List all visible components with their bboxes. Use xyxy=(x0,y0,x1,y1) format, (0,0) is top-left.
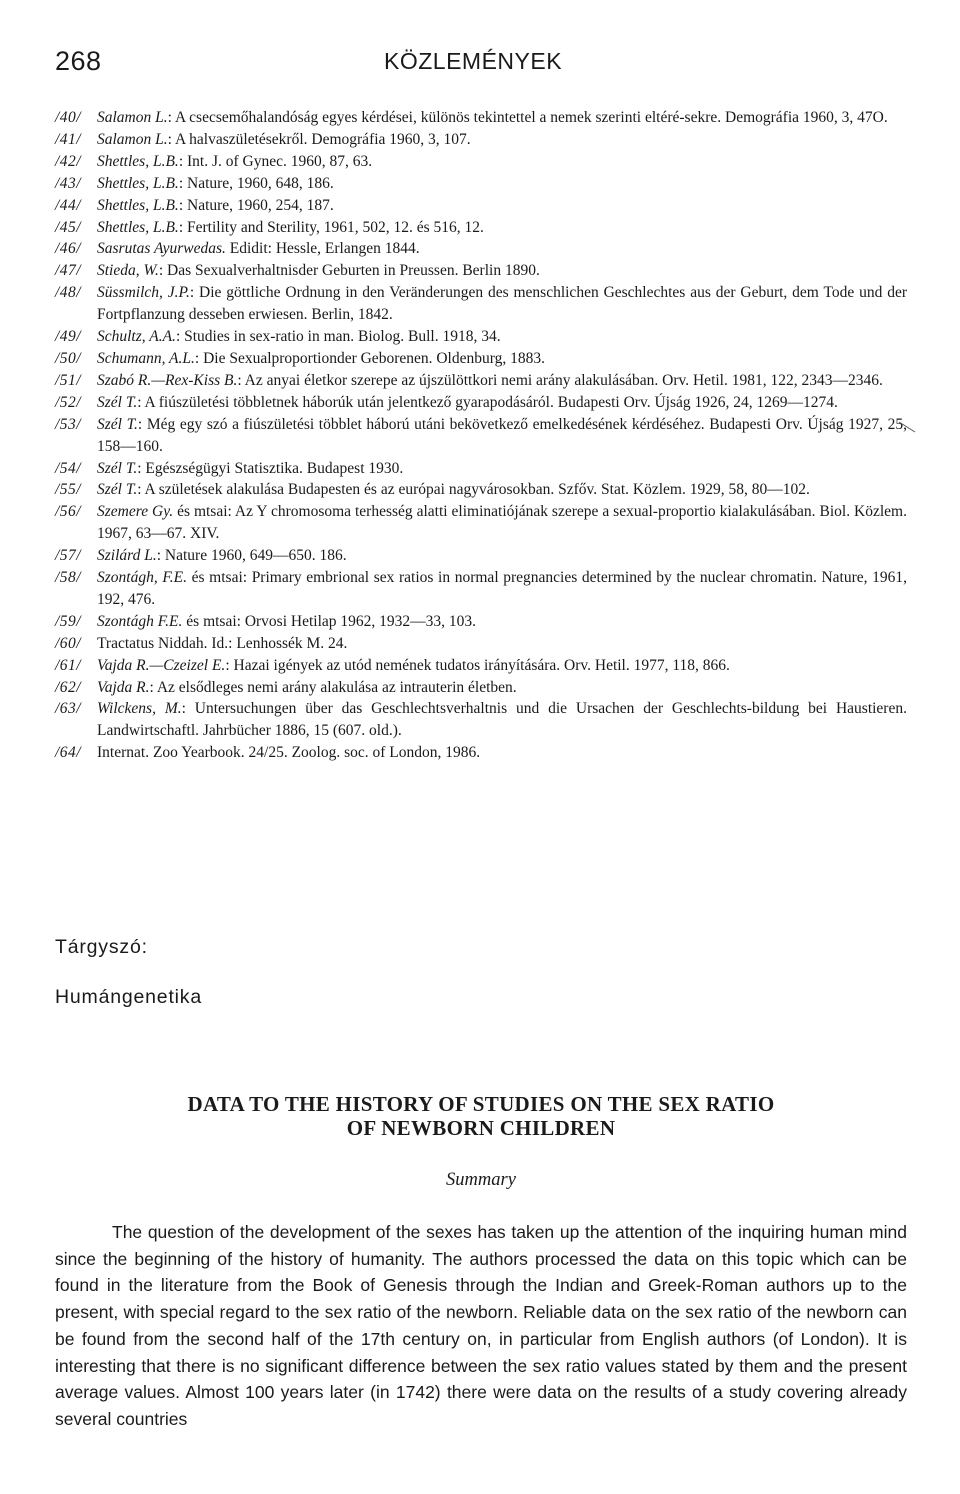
reference-author: Szabó R.—Rex-Kiss B. xyxy=(97,371,238,389)
reference-item xyxy=(55,151,907,173)
reference-text: : Die Sexualproportionder Geborenen. Oldenburg, 1883. xyxy=(194,349,545,367)
reference-number: /60/ xyxy=(55,634,82,652)
reference-number: /42/ xyxy=(55,152,82,170)
reference-number: /62/ xyxy=(55,678,82,696)
reference-text: : Nature, 1960, 254, 187. xyxy=(178,196,334,214)
reference-text: : Untersuchungen über das Geschlechtsverhaltnis und die Ursachen der Geschlechts-bildung bei Haustieren. Landwirtschaftl. Jahrbücher 1886, 15 (607. old.). xyxy=(97,700,907,740)
reference-item xyxy=(55,567,907,611)
reference-author: Vajda R.—Czeizel E. xyxy=(97,656,226,674)
reference-text: : Egészségügyi Statisztika. Budapest 1930. xyxy=(137,459,404,477)
reference-number: /53/ xyxy=(55,415,82,433)
reference-number: /45/ xyxy=(55,218,82,236)
reference-author: Shettles, L.B. xyxy=(97,174,179,192)
english-title-line: DATA TO THE HISTORY OF STUDIES ON THE SEX RATIO xyxy=(187,1092,775,1116)
reference-item xyxy=(55,260,907,282)
reference-author: Szél T. xyxy=(97,481,138,499)
reference-author: Wilckens, M. xyxy=(97,700,182,718)
reference-author: Szilárd L. xyxy=(97,547,157,565)
reference-number: /44/ xyxy=(55,196,82,214)
reference-item xyxy=(55,195,907,217)
reference-author: Shettles, L.B. xyxy=(97,218,179,236)
reference-author: Szél T. xyxy=(97,393,138,411)
reference-number: /55/ xyxy=(55,481,82,499)
reference-item xyxy=(55,742,907,764)
reference-author: Salamon L. xyxy=(97,130,168,148)
reference-author: Stieda, W. xyxy=(97,262,159,280)
reference-text: és mtsai: Primary embrional sex ratios in normal pregnancies determined by the nuclear chromatin. Nature, 1961, 192, 476. xyxy=(97,569,907,608)
summary-heading: Summary xyxy=(446,1170,516,1190)
reference-item xyxy=(55,414,907,458)
reference-item xyxy=(55,129,907,151)
reference-number: /51/ xyxy=(55,371,82,389)
reference-list xyxy=(55,107,907,764)
reference-item xyxy=(55,107,907,129)
reference-number: /47/ xyxy=(55,262,82,280)
reference-text: : Das Sexualverhaltnisder Geburten in Preussen. Berlin 1890. xyxy=(158,262,540,280)
reference-text: és mtsai: Az Y chromosoma terhesség alatti eliminatiójának szerepe a sexual-proportio kialakulásában. Biol. Közlem. 1967, 63—67. XIV. xyxy=(97,503,907,543)
running-title: KÖZLEMÉNYEK xyxy=(384,48,563,74)
reference-number: /46/ xyxy=(55,240,82,258)
reference-author: Süssmilch, J.P. xyxy=(97,284,190,302)
reference-text: és mtsai: Orvosi Hetilap 1962, 1932—33, 103. xyxy=(182,612,477,630)
reference-author: Sasrutas Ayurwedas. xyxy=(97,240,226,258)
reference-item xyxy=(55,326,907,348)
reference-item xyxy=(55,392,907,414)
page-header xyxy=(55,42,905,82)
reference-author: Szemere Gy. xyxy=(97,503,174,521)
reference-number: /43/ xyxy=(55,174,82,192)
reference-author: Shettles, L.B. xyxy=(97,152,179,170)
reference-item xyxy=(55,217,907,239)
reference-number: /61/ xyxy=(55,656,82,674)
reference-text: : Az anyai életkor szerepe az újszülöttkori nemi arány alakulásában. Orv. Hetil. 1981, 122, 2343—2346. xyxy=(237,371,883,389)
reference-text: : Nature 1960, 649—650. 186. xyxy=(156,547,347,565)
reference-item xyxy=(55,545,907,567)
reference-number: /56/ xyxy=(55,503,82,521)
reference-item xyxy=(55,173,907,195)
reference-item xyxy=(55,633,907,655)
reference-text: : Fertility and Sterility, 1961, 502, 12. és 516, 12. xyxy=(178,218,484,236)
reference-item xyxy=(55,479,907,501)
reference-author: Vajda R. xyxy=(97,678,150,696)
reference-item xyxy=(55,655,907,677)
reference-number: /52/ xyxy=(55,393,82,411)
reference-text: : A fiúszületési többletnek háborúk után jelentkező gyarapodásáról. Budapesti Orv. Újság 1926, 24, 1269—1274. xyxy=(137,393,838,411)
reference-text: Edidit: Hessle, Erlangen 1844. xyxy=(225,240,420,258)
reference-text: : A születések alakulása Budapesten és az európai nagyvárosokban. Szfőv. Stat. Közlem. 1929, 58, 80—102. xyxy=(137,481,810,499)
summary-paragraph: The question of the development of the sexes has taken up the attention of the inquiring human mind since the beginning of the history of humanity. The authors processed the data on this topic which can be found in the literature from the Book of Genesis through the Indian and Greek-Roman authors up to the present, with special regard to the sex ratio of the newborn. Reliable data on the sex ratio of the newborn can be found from the second half of the 17th century on, in particular from English authors (of London). It is interesting that there is no significant difference between the sex ratio values stated by them and the present average values. Almost 100 years later (in 1742) there were data on the results of a study covering already several countries xyxy=(55,1222,907,1429)
reference-author: Shettles, L.B. xyxy=(97,196,179,214)
reference-item xyxy=(55,501,907,545)
english-title-line: OF NEWBORN CHILDREN xyxy=(346,1116,616,1140)
reference-text: : Hazai igények az utód nemének tudatos irányítására. Orv. Hetil. 1977, 118, 866. xyxy=(225,656,730,674)
reference-author: Szontágh, F.E. xyxy=(97,569,188,587)
reference-number: /58/ xyxy=(55,569,82,587)
page-number: 268 xyxy=(55,46,102,76)
reference-text: : A halvaszületésekről. Demográfia 1960, 3, 107. xyxy=(167,130,471,148)
reference-text: : A csecsemőhalandóság egyes kérdései, különös tekintettel a nemek szerinti eltéré-sekre. Demográfia 1960, 3, 47O. xyxy=(167,109,888,126)
reference-text: : Die göttliche Ordnung in den Veränderungen des menschlichen Geschlechtes aus der Geburt, dem Tode und der Fortpflanzung desseben erwiesen. Berlin, 1842. xyxy=(97,284,908,324)
reference-author: Salamon L. xyxy=(97,109,168,126)
reference-author: Szontágh F.E. xyxy=(97,612,183,630)
reference-author: Szél T. xyxy=(97,415,138,433)
reference-item xyxy=(55,282,907,326)
reference-item xyxy=(55,370,907,392)
reference-text: : Int. J. of Gynec. 1960, 87, 63. xyxy=(178,152,373,170)
reference-author: Schultz, A.A. xyxy=(97,328,176,346)
reference-number: /59/ xyxy=(55,612,82,630)
margin-mark-icon xyxy=(898,420,916,434)
keywords-value: Humángenetika xyxy=(55,986,202,1008)
reference-author: Szél T. xyxy=(97,459,138,477)
reference-text: : Az elsődleges nemi arány alakulása az intrauterin életben. xyxy=(149,678,517,696)
reference-number: /49/ xyxy=(55,328,82,346)
reference-item xyxy=(55,458,907,480)
reference-item xyxy=(55,238,907,260)
reference-text: Tractatus Niddah. Id.: Lenhossék M. 24. xyxy=(97,634,348,652)
reference-item xyxy=(55,698,907,742)
reference-number: /41/ xyxy=(55,130,82,148)
reference-number: /50/ xyxy=(55,349,82,367)
reference-number: /40/ xyxy=(55,109,82,126)
keywords-label: Tárgyszó: xyxy=(55,936,148,958)
reference-text: : Studies in sex-ratio in man. Biolog. Bull. 1918, 34. xyxy=(175,328,501,346)
reference-number: /63/ xyxy=(55,700,82,718)
reference-item xyxy=(55,611,907,633)
reference-text: : Nature, 1960, 648, 186. xyxy=(178,174,334,192)
english-title xyxy=(55,1092,907,1140)
reference-number: /54/ xyxy=(55,459,82,477)
reference-number: /48/ xyxy=(55,284,82,302)
reference-item xyxy=(55,348,907,370)
reference-item xyxy=(55,677,907,699)
reference-number: /64/ xyxy=(55,744,82,762)
reference-text: Internat. Zoo Yearbook. 24/25. Zoolog. soc. of London, 1986. xyxy=(97,744,481,762)
reference-author: Schumann, A.L. xyxy=(97,349,195,367)
reference-number: /57/ xyxy=(55,547,82,565)
reference-text: : Még egy szó a fiúszületési többlet háború utáni bekövetkező emelkedésének kérdéséhez. Budapesti Orv. Újság 1927, 25, 158—160. xyxy=(97,415,907,455)
